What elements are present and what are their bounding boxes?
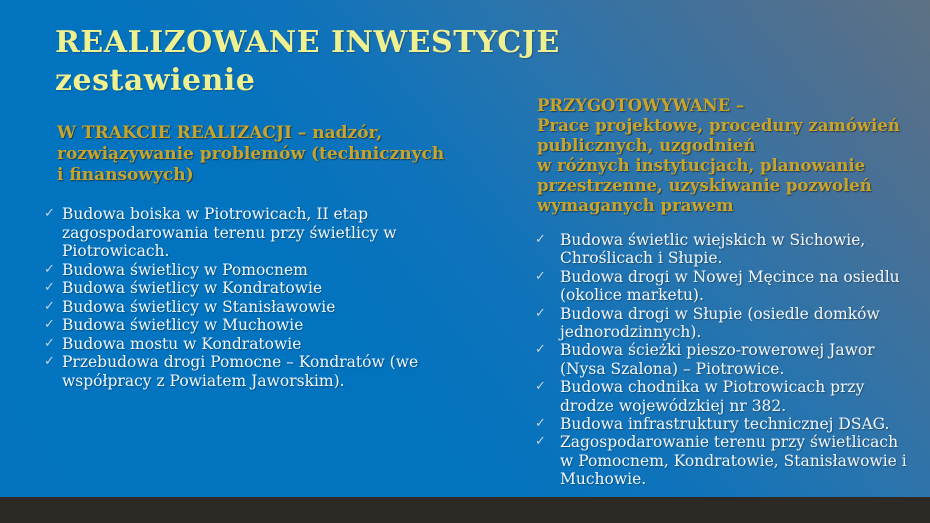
list-item xyxy=(535,378,907,415)
list-item-text: Zagospodarowanie terenu przy świetlicach w Pomocnem, Kondratowie, Stanisławowie i Muchowie. xyxy=(560,433,907,489)
list-item-text: Budowa mostu w Kondratowie xyxy=(62,334,302,353)
check-icon: ✓ xyxy=(535,232,546,247)
slide-title xyxy=(55,24,560,100)
list-item xyxy=(535,415,907,433)
list-item-text: Budowa świetlic wiejskich w Sichowie, Chroślicach i Słupie. xyxy=(560,231,866,268)
list-item-text: Budowa świetlicy w Pomocnem xyxy=(62,260,308,279)
right-column-bullet-list xyxy=(535,231,907,489)
list-item-text: Budowa chodnika w Piotrowicach przy drodze wojewódzkiej nr 382. xyxy=(560,378,865,415)
check-icon: ✓ xyxy=(535,305,546,321)
list-item-text: Budowa drogi w Nowej Męcince na osiedlu (okolice marketu). xyxy=(560,267,900,305)
list-item-text: Budowa świetlicy w Stanisławowie xyxy=(62,297,336,316)
check-icon: ✓ xyxy=(44,261,55,277)
list-item-text: Budowa infrastruktury technicznej DSAG. xyxy=(560,415,890,434)
text-line: PRZYGOTOWYWANE – xyxy=(537,96,745,115)
list-item xyxy=(44,335,488,354)
list-item-text: Budowa ścieżki pieszo-rowerowej Jawor (Nysa Szalona) – Piotrowice. xyxy=(560,341,875,378)
list-item xyxy=(44,353,488,390)
text-line: Prace projektowe, procedury zamówień xyxy=(537,116,900,135)
text-line: REALIZOWANE INWESTYCJE xyxy=(55,25,560,60)
list-item xyxy=(535,268,907,305)
list-item xyxy=(44,279,488,298)
right-column-heading xyxy=(537,96,912,216)
list-item xyxy=(44,205,488,261)
list-item-text: Budowa świetlicy w Muchowie xyxy=(62,316,304,334)
text-line: przestrzenne, uzyskiwanie pozwoleń xyxy=(537,176,872,195)
text-line: i finansowych) xyxy=(57,165,194,185)
check-icon: ✓ xyxy=(44,280,55,295)
check-icon: ✓ xyxy=(535,416,546,432)
list-item xyxy=(44,261,488,280)
list-item-text: Budowa świetlicy w Kondratowie xyxy=(62,279,323,297)
left-column-bullet-list xyxy=(44,205,488,390)
text-line: w różnych instytucjach, planowanie xyxy=(537,156,866,175)
check-icon: ✓ xyxy=(535,434,546,450)
text-line: zestawienie xyxy=(55,63,256,98)
list-item xyxy=(535,433,907,488)
text-line: wymaganych prawem xyxy=(537,196,734,215)
list-item xyxy=(44,316,488,335)
check-icon: ✓ xyxy=(535,379,546,395)
check-icon: ✓ xyxy=(44,206,55,221)
check-icon: ✓ xyxy=(535,342,546,358)
text-line: publicznych, uzgodnień xyxy=(537,136,756,155)
list-item-text: Przebudowa drogi Pomocne – Kondratów (we współpracy z Powiatem Jaworskim). xyxy=(62,353,419,390)
list-item xyxy=(535,341,907,378)
check-icon: ✓ xyxy=(44,298,55,314)
check-icon: ✓ xyxy=(44,317,55,332)
check-icon: ✓ xyxy=(44,354,55,369)
text-line: W TRAKCIE REALIZACJI – nadzór, xyxy=(57,123,383,143)
check-icon: ✓ xyxy=(535,268,546,284)
text-line: rozwiązywanie problemów (technicznych xyxy=(57,144,445,164)
list-item-text: Budowa boiska w Piotrowicach, II etap zagospodarowania terenu przy świetlicy w Piotrowicach. xyxy=(62,205,397,260)
list-item-text: Budowa drogi w Słupie (osiedle domków jednorodzinnych). xyxy=(560,304,880,342)
list-item xyxy=(44,298,488,317)
left-column-heading xyxy=(57,123,497,186)
bottom-dark-bar xyxy=(0,497,930,523)
check-icon: ✓ xyxy=(44,335,55,351)
list-item xyxy=(535,305,907,342)
list-item xyxy=(535,231,907,268)
